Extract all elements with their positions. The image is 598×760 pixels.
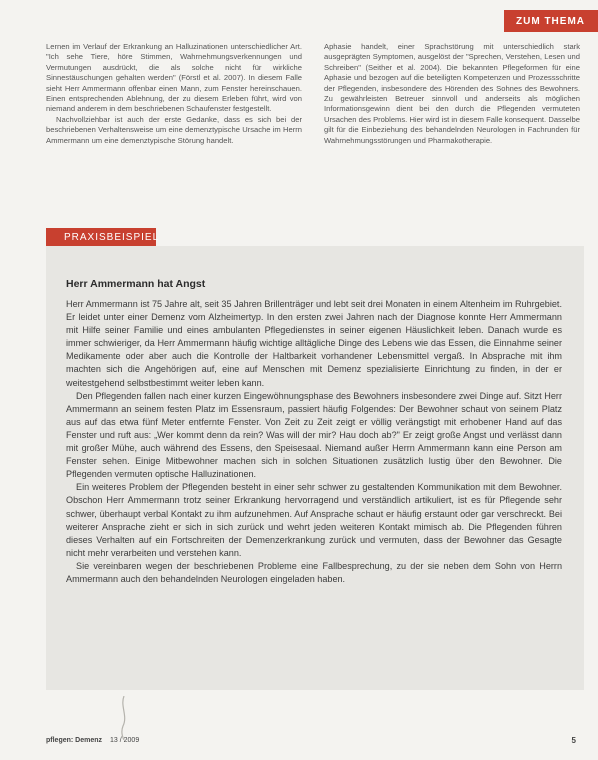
footer-journal <box>46 737 139 744</box>
top-left-paragraph-1: Lernen im Verlauf der Erkrankung an Halluzinationen unterschiedlicher Art. "Ich sehe Tiere, höre Stimmen, Wahrnehmungsverkennungen und Vermutungen ausdrückt, die als solche nicht für wirkliche Sinnestäuschungen gehalten werden" (Förstl et al. 2007). In diesem Falle sieht Herr Ammermann offenbar einen Mann, zum Fenster hereinschauen. Einen entsprechenden Ablehnung, der zu diesem Erleben führt, wird von niemand anderem in dem beschriebenen Schaufenster festgestellt. <box>46 42 302 114</box>
section-banner <box>46 228 584 247</box>
section-tab: ZUM THEMA <box>504 10 598 32</box>
banner-label: PRAXISBEISPIEL <box>46 228 156 246</box>
journal-name: pflegen: Demenz <box>46 737 103 744</box>
top-right-column <box>324 42 580 146</box>
top-right-paragraph-1: Aphasie handelt, einer Sprachstörung mit unterschiedlich stark ausgeprägten Symptomen, ausgelöst der "Sprechen, Verstehen, Lesen und Schreiben" (Seither et al. 2004). Die bekannten Pflegeformen für eine Aphasie und bezogen auf die beteiligten Kompetenzen und Prozessschritte der Pflegenden, insbesondere des Hörenden des Sohnes des Bewohners. Zu gewährleisten Betreuer sinnvoll und anderseits als möglichen Informationsgewinn dient bei den durch die Pflegenden vermuteten Ursachen des Problems. Hier wird ist in diesem Falle konsequent. Dasselbe gilt für die Einbeziehung des behandelnden Neurologen in Fachrunden für Wahrnehmungsstörungen und Pharmakotherapie. <box>324 42 580 145</box>
case-paragraph-4: Sie vereinbaren wegen der beschriebenen Probleme eine Fallbesprechung, zu der sie neben dem Sohn von Herrn Ammermann auch den behandelnden Neurologen eingeladen haben. <box>66 560 562 584</box>
top-left-paragraph-2: Nachvollziehbar ist auch der erste Gedanke, dass es sich bei der beschriebenen Verhaltensweise um eine demenztypische Ursache im Herrn Ammermann um eine demenztypische Störung handelt. <box>46 114 302 145</box>
page-number: 5 <box>571 736 576 745</box>
case-paragraph-3: Ein weiteres Problem der Pflegenden besteht in einer sehr schwer zu gestaltenden Kommunikation mit dem Bewohner. Obschon Herr Ammermann trotz seiner Erkrankung hervorragend und verständlich artikuliert, ist es für Pflegende sehr schwer, überhaupt verbal Kontakt zu ihm aufzunehmen. Auf Ansprache schaut er häufig erstaunt oder gar verschreckt. Bei weiterer Ansprache zieht er sich in sich zurück und wehrt jeden weiteren Kontakt mimisch ab. Die Pflegenden führen dieses Verhalten auf ein Fortschreiten der Demenzerkrankung zurück und vermuten, dass der Bewohner das Gesagte nicht mehr verarbeiten und verstehen kann. <box>66 482 562 558</box>
article-top-columns <box>46 42 580 146</box>
case-paragraph-2: Den Pflegenden fallen nach einer kurzen Eingewöhnungsphase des Bewohners insbesondere zwei Dinge auf. Sitzt Herr Ammermann an seinem festen Platz im Essensraum, passiert häufig Folgendes: Der Bewohner schaut von seinem Platz aus auf das etwa fünf Meter entfernte Fenster. Von Zeit zu Zeit zeigt er völlig verängstigt mit erhobener Hand auf das Fenster und ruft aus: „Wer kommt denn da rein? Was will der mir? Hau doch ab?" Er zeigt große Angst und verlässt dann mit großer Mühe, auch während des Essens, den Speisesaal. Niemand außer Herrn Ammermann kann eine Person am Fenster sehen. Einige Mitbewohner machen sich in solchen Situationen zusätzlich lustig über den Bewohner. Die Pflegenden vermuten optische Halluzinationen. <box>66 390 562 480</box>
case-body <box>66 298 562 586</box>
pen-mark <box>114 696 134 740</box>
top-left-column <box>46 42 302 146</box>
case-title: Herr Ammermann hat Angst <box>66 278 206 290</box>
journal-issue: 13 / 2009 <box>110 737 140 744</box>
case-paragraph-1: Herr Ammermann ist 75 Jahre alt, seit 35 Jahren Brillenträger und lebt seit drei Monaten in einem Altenheim im Ruhrgebiet. Er leidet unter einer Demenz vom Alzheimertyp. In den ersten zwei Jahren nach der Diagnose konnte Herr Ammermann mit Hilfe seiner Familie und eines ambulanten Pflegedienstes in seiner eigenen Häuslichkeit leben. Danach wurde es immer schwieriger, da Herr Ammermann häufig wichtige alltägliche Dinge des Lebens wie das Essen, die Einnahme seiner Medikamente oder aber auch die Kontrolle der Haltbarkeit vorhandener Lebensmittel vergaß. In Absprache mit ihm machten sich die Angehörigen auf, eine auf Menschen mit Demenz spezialisierte Einrichtung zu finden, in der er weitestgehend selbstbestimmt weiter leben kann. <box>66 299 562 388</box>
